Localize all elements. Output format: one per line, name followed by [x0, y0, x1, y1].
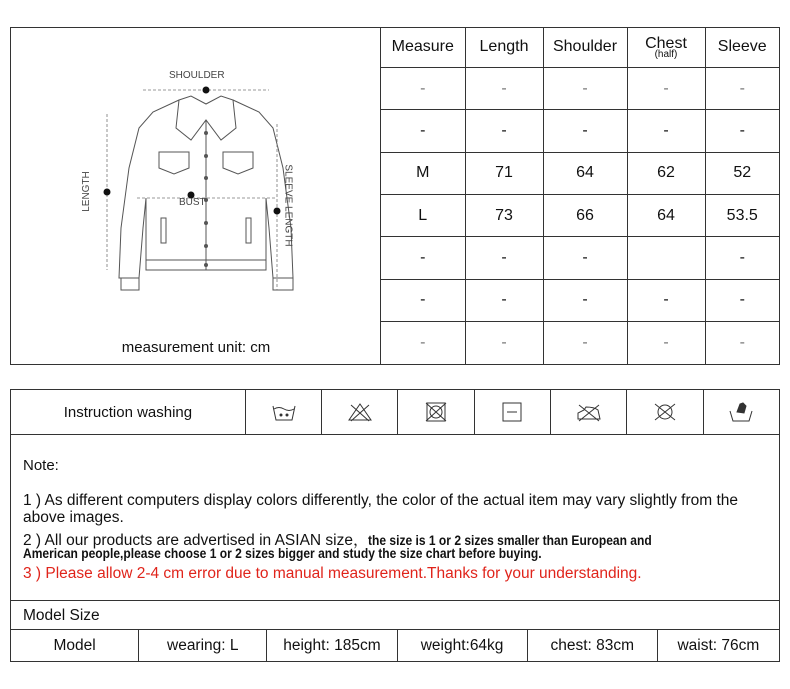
- flat-dry-icon: [475, 390, 551, 434]
- table-cell: [627, 237, 705, 279]
- table-cell: 71: [465, 152, 543, 194]
- sleeve-length-label: SLEEVE LENGTH: [282, 164, 294, 247]
- note-2-start: 2 ) All our products are advertised in ASIAN size，: [23, 532, 369, 549]
- model-size-header: [10, 600, 780, 630]
- table-header-row: [381, 28, 779, 67]
- table-cell: -: [543, 67, 627, 109]
- table-cell: -: [705, 110, 779, 152]
- model-size-row: [10, 630, 780, 662]
- size-table: [381, 28, 779, 364]
- table-cell: -: [705, 279, 779, 321]
- table-row: [381, 194, 779, 236]
- header-shoulder: Shoulder: [543, 28, 627, 67]
- length-label: LENGTH: [80, 171, 92, 212]
- table-cell: -: [381, 322, 465, 364]
- table-cell: -: [381, 279, 465, 321]
- table-row: [381, 237, 779, 279]
- note-3: 3 ) Please allow 2-4 cm error due to manual measurement.Thanks for your understanding.: [23, 565, 642, 582]
- table-cell: 64: [627, 194, 705, 236]
- table-cell: 66: [543, 194, 627, 236]
- table-cell: -: [705, 67, 779, 109]
- washing-label: Instruction washing: [11, 390, 246, 434]
- header-length: Length: [465, 28, 543, 67]
- low-iron-icon: [551, 390, 627, 434]
- table-cell: -: [543, 237, 627, 279]
- no-dry-clean-icon: [627, 390, 703, 434]
- note-title: Note:: [23, 457, 59, 474]
- table-row: [381, 67, 779, 109]
- model-cell-height: height: 185cm: [267, 630, 397, 661]
- shoulder-label: SHOULDER: [169, 70, 225, 81]
- table-cell: -: [465, 237, 543, 279]
- jacket-diagram: [11, 28, 381, 364]
- table-cell: -: [627, 279, 705, 321]
- washing-instructions: [10, 389, 780, 435]
- header-sleeve: Sleeve: [705, 28, 779, 67]
- header-chest-label: Chest: [645, 34, 687, 52]
- header-chest-sub: (half): [654, 48, 678, 60]
- table-cell: L: [381, 194, 465, 236]
- table-cell: 64: [543, 152, 627, 194]
- table-row: [381, 322, 779, 364]
- wash-30-icon: [246, 390, 322, 434]
- notes-box: [10, 435, 780, 601]
- model-cell-model: Model: [11, 630, 139, 661]
- hand-wash-icon: [704, 390, 779, 434]
- table-cell: -: [543, 110, 627, 152]
- table-cell: 52: [705, 152, 779, 194]
- table-row: [381, 152, 779, 194]
- model-cell-chest: chest: 83cm: [528, 630, 658, 661]
- note-2-line2: American people,please choose 1 or 2 sizes bigger and study the size chart before buying.: [23, 545, 542, 561]
- table-cell: -: [705, 322, 779, 364]
- bust-label: BUST: [179, 197, 206, 208]
- table-row: [381, 110, 779, 152]
- table-cell: -: [381, 67, 465, 109]
- table-cell: -: [627, 322, 705, 364]
- table-cell: 62: [627, 152, 705, 194]
- table-cell: -: [543, 279, 627, 321]
- no-tumble-dry-icon: [398, 390, 474, 434]
- table-cell: -: [381, 237, 465, 279]
- table-cell: -: [543, 322, 627, 364]
- table-cell: 53.5: [705, 194, 779, 236]
- size-chart: [10, 27, 780, 365]
- table-cell: -: [465, 67, 543, 109]
- table-row: [381, 279, 779, 321]
- no-bleach-icon: [322, 390, 398, 434]
- table-cell: -: [465, 279, 543, 321]
- model-cell-wearing: wearing: L: [139, 630, 267, 661]
- header-measure: Measure: [381, 28, 465, 67]
- note-1: 1 ) As different computers display colors differently, the color of the actual item may vary slightly from the above images.: [23, 492, 739, 526]
- table-cell: 73: [465, 194, 543, 236]
- table-cell: -: [705, 237, 779, 279]
- table-cell: -: [627, 110, 705, 152]
- table-cell: -: [627, 67, 705, 109]
- table-cell: M: [381, 152, 465, 194]
- model-size-title: Model Size: [23, 607, 100, 624]
- measurement-unit: measurement unit: cm: [121, 339, 271, 356]
- model-cell-waist: waist: 76cm: [677, 636, 760, 654]
- table-cell: -: [465, 110, 543, 152]
- note-2-bold: the size is 1 or 2 sizes smaller than European and: [368, 532, 653, 548]
- table-cell: -: [381, 110, 465, 152]
- table-cell: -: [465, 322, 543, 364]
- header-chest: [627, 28, 705, 67]
- model-cell-weight: weight:64kg: [398, 630, 528, 661]
